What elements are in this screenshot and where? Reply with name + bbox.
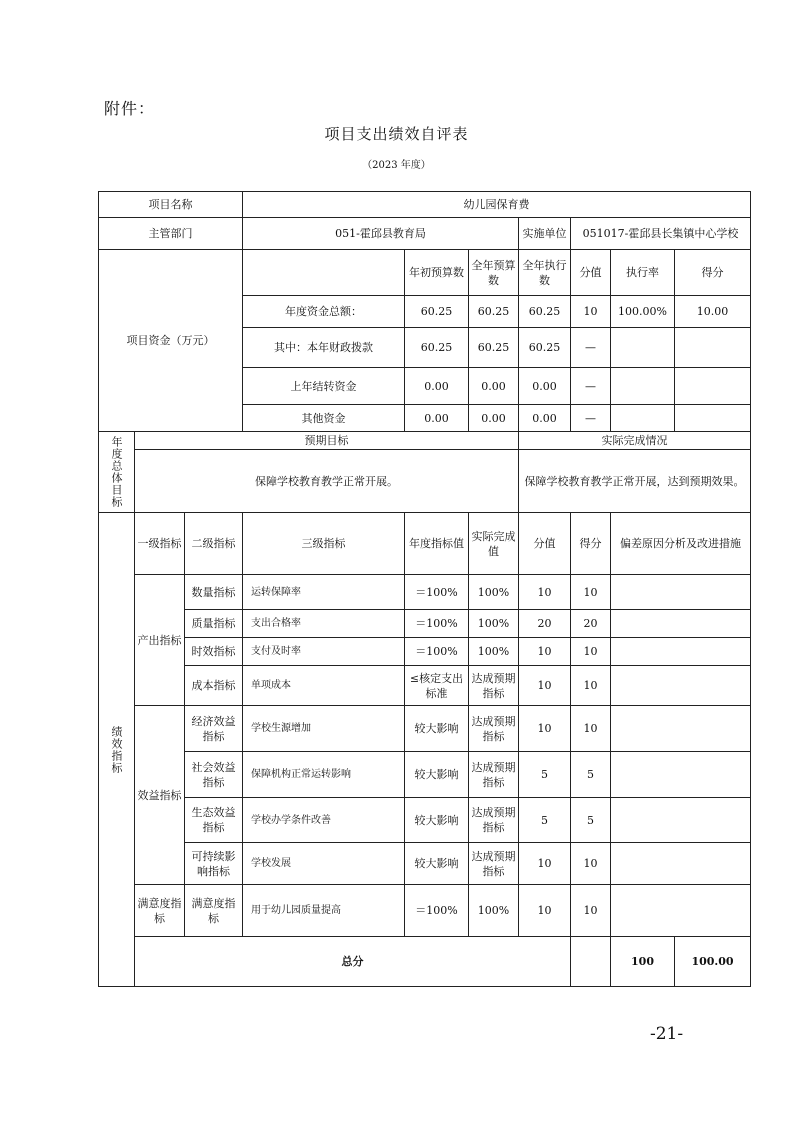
fund-full: 0.00: [469, 368, 519, 405]
ind-target: 较大影响: [405, 843, 469, 885]
header-l2: 二级指标: [185, 513, 243, 575]
ind-value: 10: [519, 843, 571, 885]
ind-l2: 数量指标: [185, 575, 243, 610]
header-l3: 三级指标: [243, 513, 405, 575]
fund-score: [675, 328, 751, 368]
ind-value: 10: [519, 706, 571, 752]
ind-target: ＝100%: [405, 638, 469, 666]
ind-actual: 达成预期指标: [469, 843, 519, 885]
ind-score: 10: [571, 843, 611, 885]
ind-reason: [611, 885, 751, 937]
ind-score: 10: [571, 885, 611, 937]
fund-value: —: [571, 328, 611, 368]
ind-value: 10: [519, 638, 571, 666]
year-label: （2023 年度）: [362, 160, 431, 171]
fund-exec: 60.25: [519, 296, 571, 328]
ind-score: 5: [571, 752, 611, 798]
ind-actual: 达成预期指标: [469, 752, 519, 798]
fund-name: 年度资金总额：: [243, 296, 405, 328]
group-l1: 满意度指标: [135, 885, 185, 937]
fund-name: 其他资金: [243, 405, 405, 432]
indicator-row: [99, 752, 751, 798]
project-name-label: 项目名称: [99, 192, 243, 218]
ind-actual: 达成预期指标: [469, 798, 519, 843]
ind-l2: 时效指标: [185, 638, 243, 666]
funds-header-blank: [243, 250, 405, 296]
col-rate: 执行率: [611, 250, 675, 296]
ind-l2: 成本指标: [185, 666, 243, 706]
ind-l2: 生态效益指标: [185, 798, 243, 843]
ind-l3: 支出合格率: [243, 610, 405, 638]
indicator-row: [99, 638, 751, 666]
ind-target: ＝100%: [405, 575, 469, 610]
ind-l3: 学校发展: [243, 843, 405, 885]
ind-actual: 100%: [469, 575, 519, 610]
ind-l2: 质量指标: [185, 610, 243, 638]
fund-initial: 60.25: [405, 296, 469, 328]
ind-reason: [611, 666, 751, 706]
ind-target: ＝100%: [405, 610, 469, 638]
ind-l3: 运转保障率: [243, 575, 405, 610]
ind-target: 较大影响: [405, 798, 469, 843]
ind-reason: [611, 610, 751, 638]
ind-reason: [611, 706, 751, 752]
indicators-label: 绩效指标: [99, 513, 135, 987]
fund-name: 上年结转资金: [243, 368, 405, 405]
ind-l2: 可持续影响指标: [185, 843, 243, 885]
total-value: 100: [611, 937, 675, 987]
ind-target: ≤核定支出标准: [405, 666, 469, 706]
ind-score: 10: [571, 638, 611, 666]
evaluation-table: [98, 191, 751, 987]
fund-initial: 0.00: [405, 405, 469, 432]
ind-target: 较大影响: [405, 706, 469, 752]
dept-label: 主管部门: [99, 218, 243, 250]
goal-actual: 保障学校教育教学正常开展，达到预期效果。: [519, 450, 751, 513]
fund-exec: 60.25: [519, 328, 571, 368]
fund-rate: [611, 328, 675, 368]
page-number: -21-: [650, 1024, 684, 1044]
goal-label: 年度总体目标: [99, 432, 135, 513]
project-name-value: 幼儿园保育费: [243, 192, 751, 218]
ind-l3: 用于幼儿园质量提高: [243, 885, 405, 937]
ind-l3: 学校生源增加: [243, 706, 405, 752]
fund-exec: 0.00: [519, 405, 571, 432]
indicator-header-row: [99, 513, 751, 575]
fund-score: 10.00: [675, 296, 751, 328]
total-label: 总分: [135, 937, 571, 987]
ind-reason: [611, 752, 751, 798]
ind-score: 10: [571, 666, 611, 706]
dept-value: 051-霍邱县教育局: [243, 218, 519, 250]
indicator-row: [99, 798, 751, 843]
fund-score: [675, 368, 751, 405]
total-blank: [571, 937, 611, 987]
total-score: 100.00: [675, 937, 751, 987]
fund-initial: 60.25: [405, 328, 469, 368]
ind-reason: [611, 575, 751, 610]
fund-rate: 100.00%: [611, 296, 675, 328]
fund-value: —: [571, 405, 611, 432]
header-value: 分值: [519, 513, 571, 575]
col-score-value: 分值: [571, 250, 611, 296]
ind-l3: 单项成本: [243, 666, 405, 706]
ind-value: 5: [519, 798, 571, 843]
ind-score: 5: [571, 798, 611, 843]
col-exec: 全年执行数: [519, 250, 571, 296]
header-reason: 偏差原因分析及改进措施: [611, 513, 751, 575]
ind-actual: 达成预期指标: [469, 706, 519, 752]
fund-exec: 0.00: [519, 368, 571, 405]
fund-rate: [611, 405, 675, 432]
fund-full: 60.25: [469, 328, 519, 368]
fund-value: 10: [571, 296, 611, 328]
indicator-row: [99, 706, 751, 752]
fund-full: 0.00: [469, 405, 519, 432]
fund-value: —: [571, 368, 611, 405]
fund-full: 60.25: [469, 296, 519, 328]
ind-reason: [611, 843, 751, 885]
ind-actual: 100%: [469, 610, 519, 638]
ind-l3: 支付及时率: [243, 638, 405, 666]
ind-score: 10: [571, 575, 611, 610]
ind-actual: 100%: [469, 638, 519, 666]
col-score: 得分: [675, 250, 751, 296]
attachment-label: 附件：: [104, 99, 156, 118]
group-l1: 产出指标: [135, 575, 185, 706]
goal-expected: 保障学校教育教学正常开展。: [135, 450, 519, 513]
ind-l2: 社会效益指标: [185, 752, 243, 798]
project-name-row: [99, 192, 751, 218]
header-score: 得分: [571, 513, 611, 575]
ind-value: 20: [519, 610, 571, 638]
funds-header-row: [99, 250, 751, 296]
ind-score: 20: [571, 610, 611, 638]
total-row: [99, 937, 751, 987]
col-full: 全年预算数: [469, 250, 519, 296]
indicator-row: [99, 666, 751, 706]
impl-value: 051017-霍邱县长集镇中心学校: [571, 218, 751, 250]
ind-value: 10: [519, 666, 571, 706]
ind-l3: 学校办学条件改善: [243, 798, 405, 843]
header-target: 年度指标值: [405, 513, 469, 575]
fund-rate: [611, 368, 675, 405]
goal-row: [99, 450, 751, 513]
ind-value: 10: [519, 885, 571, 937]
ind-reason: [611, 638, 751, 666]
ind-value: 5: [519, 752, 571, 798]
indicator-row: [99, 843, 751, 885]
ind-reason: [611, 798, 751, 843]
indicator-row: [99, 575, 751, 610]
page-title: 项目支出绩效自评表: [324, 125, 469, 143]
fund-name: 其中：本年财政拨款: [243, 328, 405, 368]
ind-l2: 满意度指标: [185, 885, 243, 937]
funds-label: 项目资金（万元）: [99, 250, 243, 432]
ind-l2: 经济效益指标: [185, 706, 243, 752]
indicator-row: [99, 885, 751, 937]
dept-row: [99, 218, 751, 250]
ind-target: ＝100%: [405, 885, 469, 937]
impl-label: 实施单位: [519, 218, 571, 250]
goal-expected-label: 预期目标: [135, 432, 519, 450]
group-l1: 效益指标: [135, 706, 185, 885]
ind-score: 10: [571, 706, 611, 752]
col-initial: 年初预算数: [405, 250, 469, 296]
ind-actual: 达成预期指标: [469, 666, 519, 706]
goal-header-row: [99, 432, 751, 450]
ind-actual: 100%: [469, 885, 519, 937]
goal-actual-label: 实际完成情况: [519, 432, 751, 450]
ind-value: 10: [519, 575, 571, 610]
ind-target: 较大影响: [405, 752, 469, 798]
ind-l3: 保障机构正常运转影响: [243, 752, 405, 798]
header-l1: 一级指标: [135, 513, 185, 575]
fund-score: [675, 405, 751, 432]
header-actual: 实际完成值: [469, 513, 519, 575]
fund-initial: 0.00: [405, 368, 469, 405]
indicator-row: [99, 610, 751, 638]
